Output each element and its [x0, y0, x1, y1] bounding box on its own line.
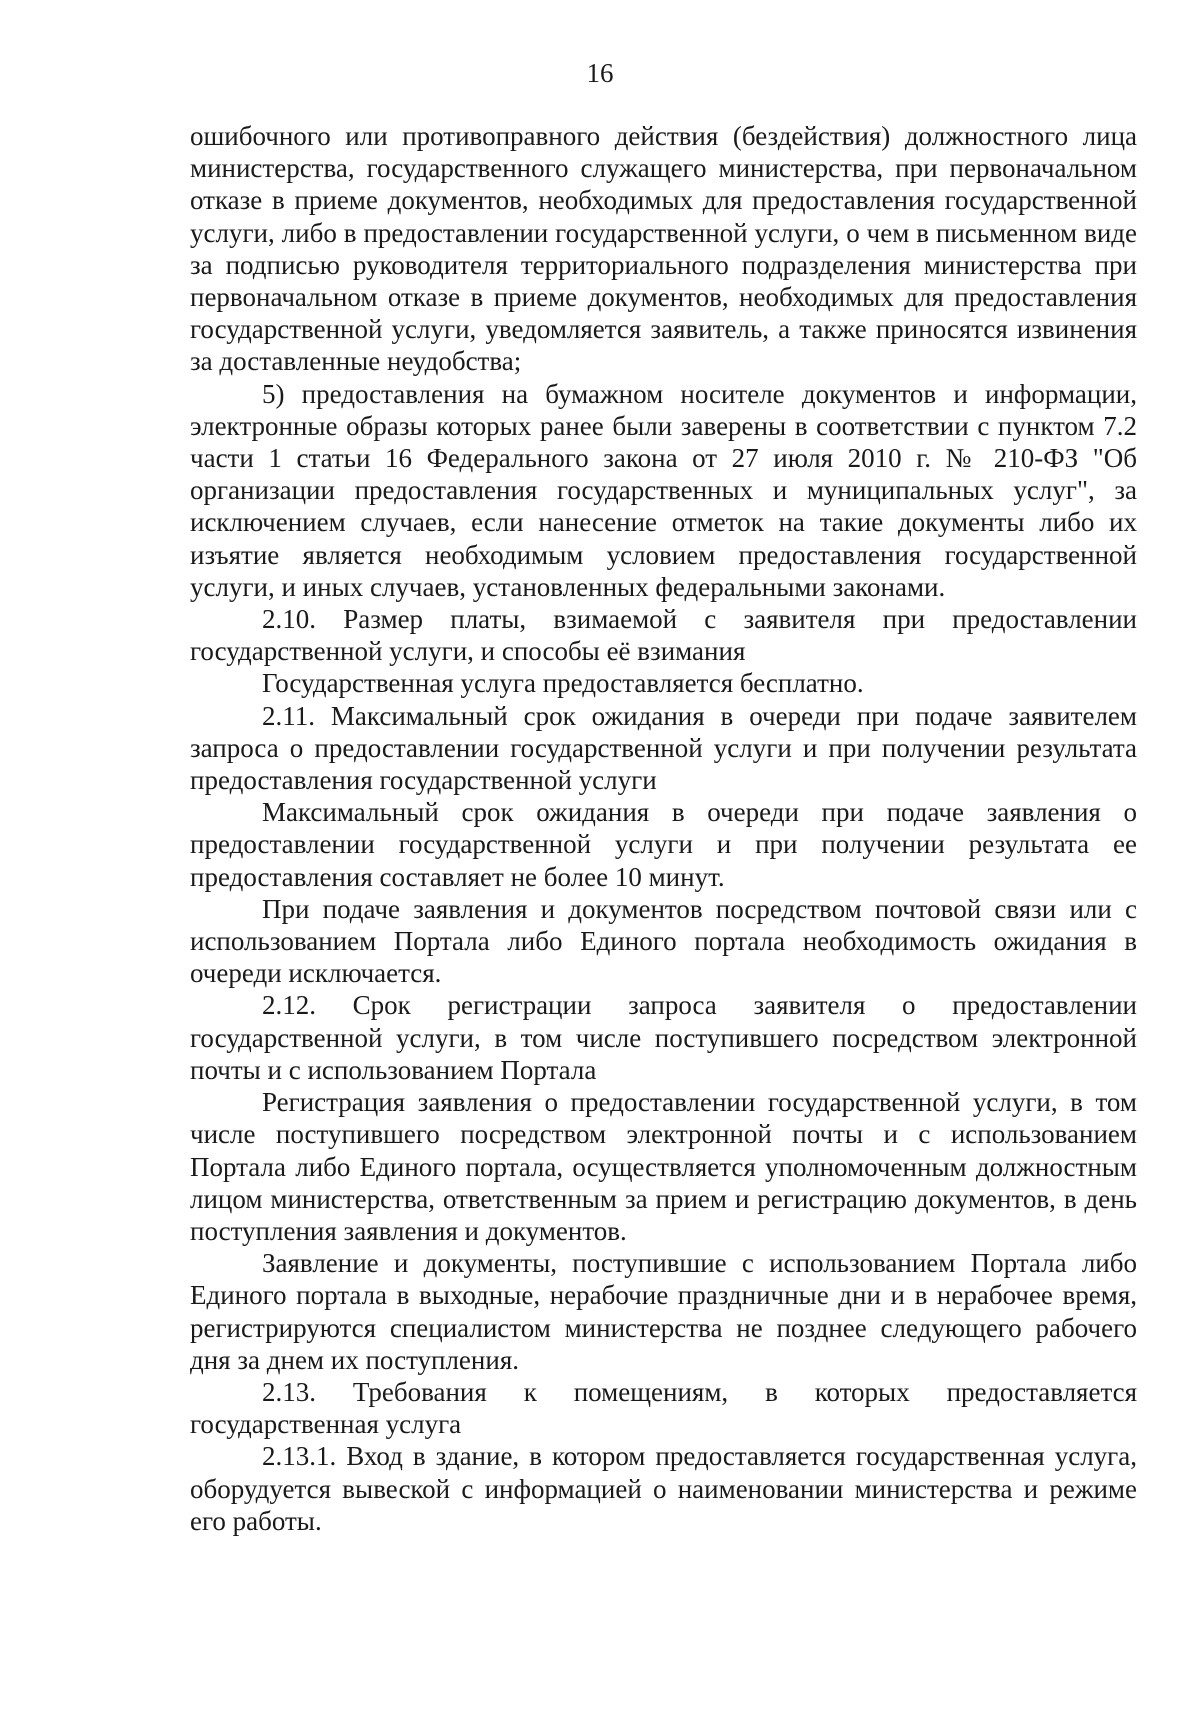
paragraph-10: Заявление и документы, поступившие с использованием Портала либо Единого портала в выходные, нерабочие праздничные дни и в нерабочее время, регистрируются специалистом министерства не позднее следующего рабочего дня за днем их поступления. — [190, 1248, 1137, 1375]
section-heading-2-10: 2.10. Размер платы, взимаемой с заявителя при предоставлении государственной услуги, и способы её взимания — [190, 604, 1137, 667]
section-heading-2-12: 2.12. Срок регистрации запроса заявителя о предоставлении государственной услуги, в том числе поступившего посредством электронной почты и с использованием Портала — [190, 990, 1137, 1085]
paragraph-6: Максимальный срок ожидания в очереди при подаче заявления о предоставлении государственной услуги и при получении результата ее предоставления составляет не более 10 минут. — [190, 797, 1137, 892]
page-number: 16 — [586, 58, 614, 88]
paragraph-4: Государственная услуга предоставляется бесплатно. — [262, 668, 864, 699]
paragraph-1: ошибочного или противоправного действия (бездействия) должностного лица министерства, государственного служащего министерства, при первоначальном отказе в приеме документов, необходимых для предоставления государственной услуги, либо в предоставлении государственной услуги, о чем в письменном виде за подписью руководителя территориального подразделения министерства при первоначальном отказе в приеме документов, необходимых для предоставления государственной услуги, уведомляется заявитель, а также приносятся извинения за доставленные неудобства; — [190, 121, 1137, 377]
document-body — [190, 120, 1137, 1537]
section-heading-2-11: 2.11. Максимальный срок ожидания в очереди при подаче заявителем запроса о предоставлении государственной услуги и при получении результата предоставления государственной услуги — [190, 700, 1137, 796]
section-heading-2-13: 2.13. Требования к помещениям, в которых предоставляется государственная услуга — [190, 1376, 1137, 1440]
paragraph-7: При подаче заявления и документов посредством почтовой связи или с использованием Портала либо Единого портала необходимость ожидания в очереди исключается. — [190, 893, 1137, 989]
paragraph-2: 5) предоставления на бумажном носителе документов и информации, электронные образы которых ранее были заверены в соответствии с пунктом 7.2 части 1 статьи 16 Федерального закона от 27 июля 2010 г. № 210-ФЗ "Об организации предоставления государственных и муниципальных услуг", за исключением случаев, если нанесение отметок на такие документы либо их изъятие является необходимым условием предоставления государственной услуги, и иных случаев, установленных федеральными законами. — [190, 378, 1137, 602]
paragraph-9: Регистрация заявления о предоставлении государственной услуги, в том числе поступившего посредством электронной почты и с использованием Портала либо Единого портала, осуществляется уполномоченным должностным лицом министерства, ответственным за прием и регистрацию документов, в день поступления заявления и документов. — [190, 1087, 1137, 1246]
section-2-13-1: 2.13.1. Вход в здание, в котором предоставляется государственная услуга, оборудуется вывеской с информацией о наименовании министерства и режиме его работы. — [190, 1441, 1137, 1536]
